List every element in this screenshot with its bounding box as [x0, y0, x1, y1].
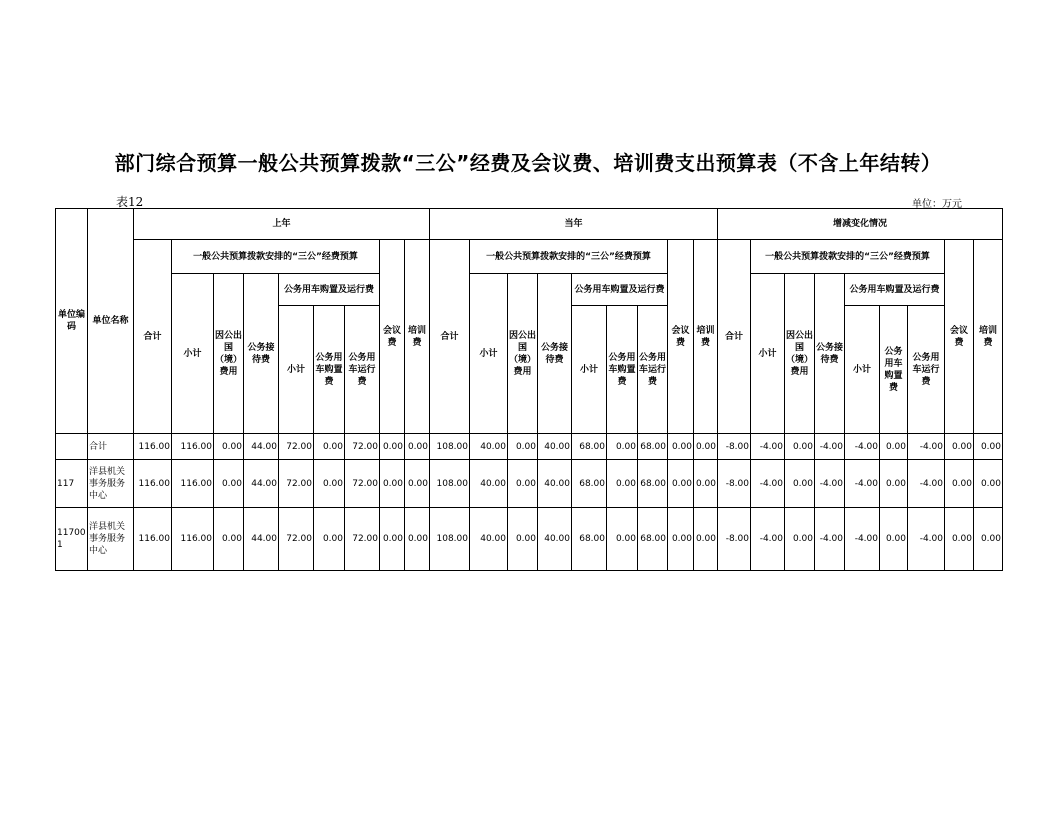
header-group-diff: 增减变化情况 — [718, 209, 1003, 240]
cell-value: 0.00 — [314, 508, 345, 571]
header-car-subtotal: 小计 — [572, 306, 607, 434]
cell-value: 40.00 — [538, 434, 572, 460]
cell-value: 116.00 — [134, 508, 172, 571]
cell-value: 0.00 — [785, 460, 815, 508]
table-row — [56, 508, 1003, 571]
cell-value: 0.00 — [974, 434, 1003, 460]
header-car-purchase: 公务用车购置费 — [880, 306, 908, 434]
cell-value: 0.00 — [214, 460, 244, 508]
cell-value: 68.00 — [638, 460, 668, 508]
cell-value: 0.00 — [694, 460, 718, 508]
cell-value: 72.00 — [345, 434, 380, 460]
cell-value: -4.00 — [751, 434, 785, 460]
cell-name: 合计 — [88, 434, 134, 460]
cell-value: -8.00 — [718, 434, 751, 460]
budget-table — [55, 208, 1003, 571]
cell-value: 40.00 — [538, 460, 572, 508]
cell-value: 116.00 — [172, 460, 214, 508]
header-car-run: 公务用车运行费 — [638, 306, 668, 434]
header-abroad: 因公出国（境）费用 — [214, 274, 244, 434]
header-car-purchase-run: 公务用车购置及运行费 — [572, 274, 668, 306]
cell-value: 40.00 — [470, 508, 508, 571]
cell-value: 40.00 — [538, 508, 572, 571]
cell-value: 0.00 — [405, 460, 430, 508]
cell-value: 116.00 — [172, 434, 214, 460]
header-subtotal: 小计 — [470, 274, 508, 434]
header-training: 培训费 — [694, 240, 718, 434]
cell-value: 0.00 — [508, 508, 538, 571]
cell-value: -4.00 — [815, 434, 845, 460]
cell-value: 0.00 — [694, 434, 718, 460]
cell-value: -4.00 — [908, 434, 945, 460]
header-group-cur: 当年 — [430, 209, 718, 240]
cell-value: 0.00 — [974, 460, 1003, 508]
table-number: 表12 — [116, 195, 144, 209]
cell-value: 0.00 — [607, 460, 638, 508]
header-car-purchase: 公务用车购置费 — [314, 306, 345, 434]
header-subtotal: 小计 — [172, 274, 214, 434]
cell-value: 0.00 — [214, 434, 244, 460]
header-car-purchase: 公务用车购置费 — [607, 306, 638, 434]
cell-value: 0.00 — [380, 434, 405, 460]
cell-code: 117 — [56, 460, 88, 508]
cell-value: 0.00 — [508, 460, 538, 508]
cell-value: 40.00 — [470, 460, 508, 508]
cell-value: 0.00 — [405, 434, 430, 460]
table-row — [56, 460, 1003, 508]
header-training: 培训费 — [405, 240, 430, 434]
header-training: 培训费 — [974, 240, 1003, 434]
cell-value: -4.00 — [815, 460, 845, 508]
cell-value: 116.00 — [134, 460, 172, 508]
cell-value: 72.00 — [279, 434, 314, 460]
header-subtotal: 小计 — [751, 274, 785, 434]
header-sangong: 一般公共预算拨款安排的“三公”经费预算 — [172, 240, 380, 274]
header-car-subtotal: 小计 — [845, 306, 880, 434]
table-row — [56, 434, 1003, 460]
cell-value: 0.00 — [508, 434, 538, 460]
cell-value: 0.00 — [668, 434, 694, 460]
cell-value: 40.00 — [470, 434, 508, 460]
header-abroad: 因公出国（境）费用 — [785, 274, 815, 434]
cell-value: 0.00 — [405, 508, 430, 571]
cell-value: 72.00 — [345, 460, 380, 508]
header-total: 合计 — [134, 240, 172, 434]
cell-value: 0.00 — [607, 434, 638, 460]
cell-value: 0.00 — [380, 508, 405, 571]
header-abroad: 因公出国（境）费用 — [508, 274, 538, 434]
cell-value: -8.00 — [718, 508, 751, 571]
cell-value: 68.00 — [572, 460, 607, 508]
cell-value: 108.00 — [430, 460, 470, 508]
unit-label: 单位：万元 — [912, 199, 962, 210]
header-group-prev: 上年 — [134, 209, 430, 240]
cell-value: 44.00 — [244, 508, 279, 571]
cell-value: -4.00 — [908, 508, 945, 571]
header-meeting: 会议费 — [668, 240, 694, 434]
cell-value: 108.00 — [430, 434, 470, 460]
cell-value: 108.00 — [430, 508, 470, 571]
header-sangong: 一般公共预算拨款安排的“三公”经费预算 — [470, 240, 668, 274]
cell-code: 117001 — [56, 508, 88, 571]
header-unit-code: 单位编码 — [56, 209, 88, 434]
header-row-1 — [56, 209, 1003, 240]
header-total: 合计 — [718, 240, 751, 434]
cell-value: 0.00 — [974, 508, 1003, 571]
cell-value: 72.00 — [279, 460, 314, 508]
cell-value: 116.00 — [172, 508, 214, 571]
header-meeting: 会议费 — [945, 240, 974, 434]
cell-value: 0.00 — [880, 460, 908, 508]
cell-value: 68.00 — [572, 508, 607, 571]
cell-value: 0.00 — [880, 508, 908, 571]
cell-value: 44.00 — [244, 460, 279, 508]
cell-value: 0.00 — [668, 508, 694, 571]
cell-value: 68.00 — [572, 434, 607, 460]
cell-value: -4.00 — [845, 434, 880, 460]
header-unit-name: 单位名称 — [88, 209, 134, 434]
cell-value: 0.00 — [945, 508, 974, 571]
cell-value: 68.00 — [638, 508, 668, 571]
cell-value: 0.00 — [314, 460, 345, 508]
cell-value: 0.00 — [214, 508, 244, 571]
cell-value: -4.00 — [751, 508, 785, 571]
cell-value: -4.00 — [751, 460, 785, 508]
cell-value: 0.00 — [607, 508, 638, 571]
cell-value: 0.00 — [945, 434, 974, 460]
cell-value: 0.00 — [314, 434, 345, 460]
cell-value: 72.00 — [345, 508, 380, 571]
header-meeting: 会议费 — [380, 240, 405, 434]
cell-value: -4.00 — [845, 508, 880, 571]
cell-value: -8.00 — [718, 460, 751, 508]
cell-name: 洋县机关事务服务中心 — [88, 508, 134, 571]
cell-value: 0.00 — [380, 460, 405, 508]
cell-value: -4.00 — [815, 508, 845, 571]
header-row-2 — [56, 240, 1003, 274]
cell-name: 洋县机关事务服务中心 — [88, 460, 134, 508]
header-car-purchase-run: 公务用车购置及运行费 — [845, 274, 945, 306]
header-car-purchase-run: 公务用车购置及运行费 — [279, 274, 380, 306]
header-car-run: 公务用车运行费 — [908, 306, 945, 434]
cell-value: 0.00 — [668, 460, 694, 508]
cell-value: -4.00 — [845, 460, 880, 508]
header-total: 合计 — [430, 240, 470, 434]
cell-value: 68.00 — [638, 434, 668, 460]
cell-value: 0.00 — [880, 434, 908, 460]
cell-value: 116.00 — [134, 434, 172, 460]
header-car-subtotal: 小计 — [279, 306, 314, 434]
header-car-run: 公务用车运行费 — [345, 306, 380, 434]
header-reception: 公务接待费 — [815, 274, 845, 434]
cell-value: -4.00 — [908, 460, 945, 508]
header-sangong: 一般公共预算拨款安排的“三公”经费预算 — [751, 240, 945, 274]
header-reception: 公务接待费 — [538, 274, 572, 434]
cell-value: 0.00 — [785, 434, 815, 460]
header-reception: 公务接待费 — [244, 274, 279, 434]
cell-value: 0.00 — [694, 508, 718, 571]
page-title: 部门综合预算一般公共预算拨款“三公”经费及会议费、培训费支出预算表（不含上年结转） — [114, 151, 942, 175]
cell-value: 44.00 — [244, 434, 279, 460]
cell-value: 0.00 — [945, 460, 974, 508]
header-row-3 — [56, 274, 1003, 306]
cell-value: 0.00 — [785, 508, 815, 571]
cell-value: 72.00 — [279, 508, 314, 571]
cell-code — [56, 434, 88, 460]
